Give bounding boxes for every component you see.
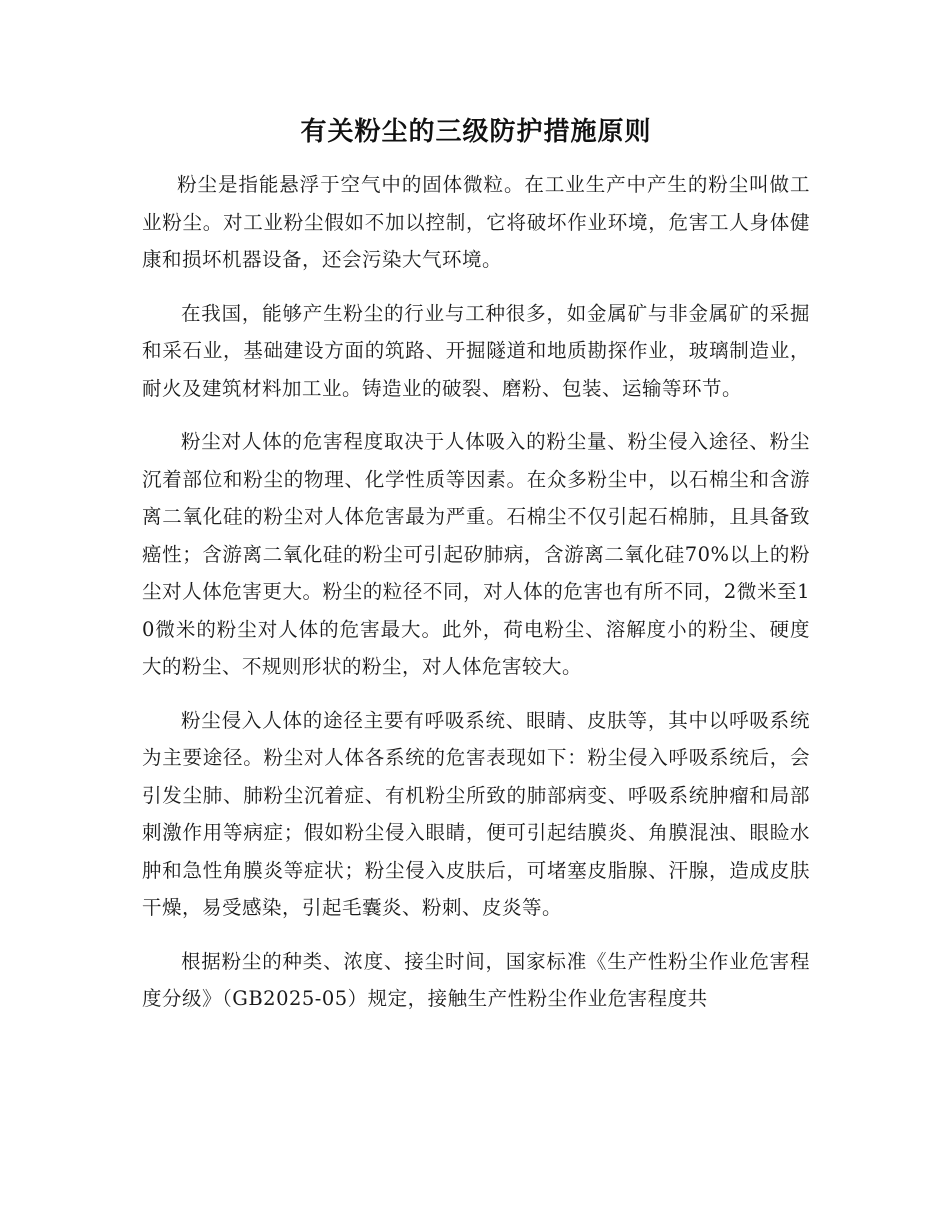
paragraph-dust-entry-routes: 粉尘侵入人体的途径主要有呼吸系统、眼睛、皮肤等，其中以呼吸系统为主要途径。粉尘对人体各系统的危害表现如下：粉尘侵入呼吸系统后，会引发尘肺、肺粉尘沉着症、有机粉尘所致的肺部病变、呼吸系统肿瘤和局部刺激作用等病症；假如粉尘侵入眼睛，便可引起结膜炎、角膜混浊、眼睑水肿和急性角膜炎等症状；粉尘侵入皮肤后，可堵塞皮脂腺、汗腺，造成皮肤干燥，易受感染，引起毛囊炎、粉刺、皮炎等。 (142, 708, 810, 919)
paragraph-dust-hazard-factors: 粉尘对人体的危害程度取决于人体吸入的粉尘量、粉尘侵入途径、粉尘沉着部位和粉尘的物理、化学性质等因素。在众多粉尘中，以石棉尘和含游离二氧化硅的粉尘对人体危害最为严重。石棉尘不仅引起石棉肺，且具备致癌性；含游离二氧化硅的粉尘可引起矽肺病，含游离二氧化硅70%以上的粉尘对人体危害更大。粉尘的粒径不同，对人体的危害也有所不同，2微米至10微米的粉尘对人体的危害最大。此外，荷电粉尘、溶解度小的粉尘、硬度大的粉尘、不规则形状的粉尘，对人体危害较大。 (142, 430, 810, 678)
paragraph-dust-definition: 粉尘是指能悬浮于空气中的固体微粒。在工业生产中产生的粉尘叫做工业粉尘。对工业粉尘假如不加以控制，它将破坏作业环境，危害工人身体健康和损坏机器设备，还会污染大气环境。 (142, 173, 810, 271)
paragraph-national-standard: 根据粉尘的种类、浓度、接尘时间，国家标准《生产性粉尘作业危害程度分级》（GB2025-05）规定，接触生产性粉尘作业危害程度共 (142, 949, 810, 1010)
document-title: 有关粉尘的三级防护措施原则 (300, 117, 652, 147)
paragraph-dust-industries: 在我国，能够产生粉尘的行业与工种很多，如金属矿与非金属矿的采掘和采石业，基础建设方面的筑路、开掘隧道和地质勘探作业，玻璃制造业，耐火及建筑材料加工业。铸造业的破裂、磨粉、包装、运输等环节。 (142, 301, 810, 400)
